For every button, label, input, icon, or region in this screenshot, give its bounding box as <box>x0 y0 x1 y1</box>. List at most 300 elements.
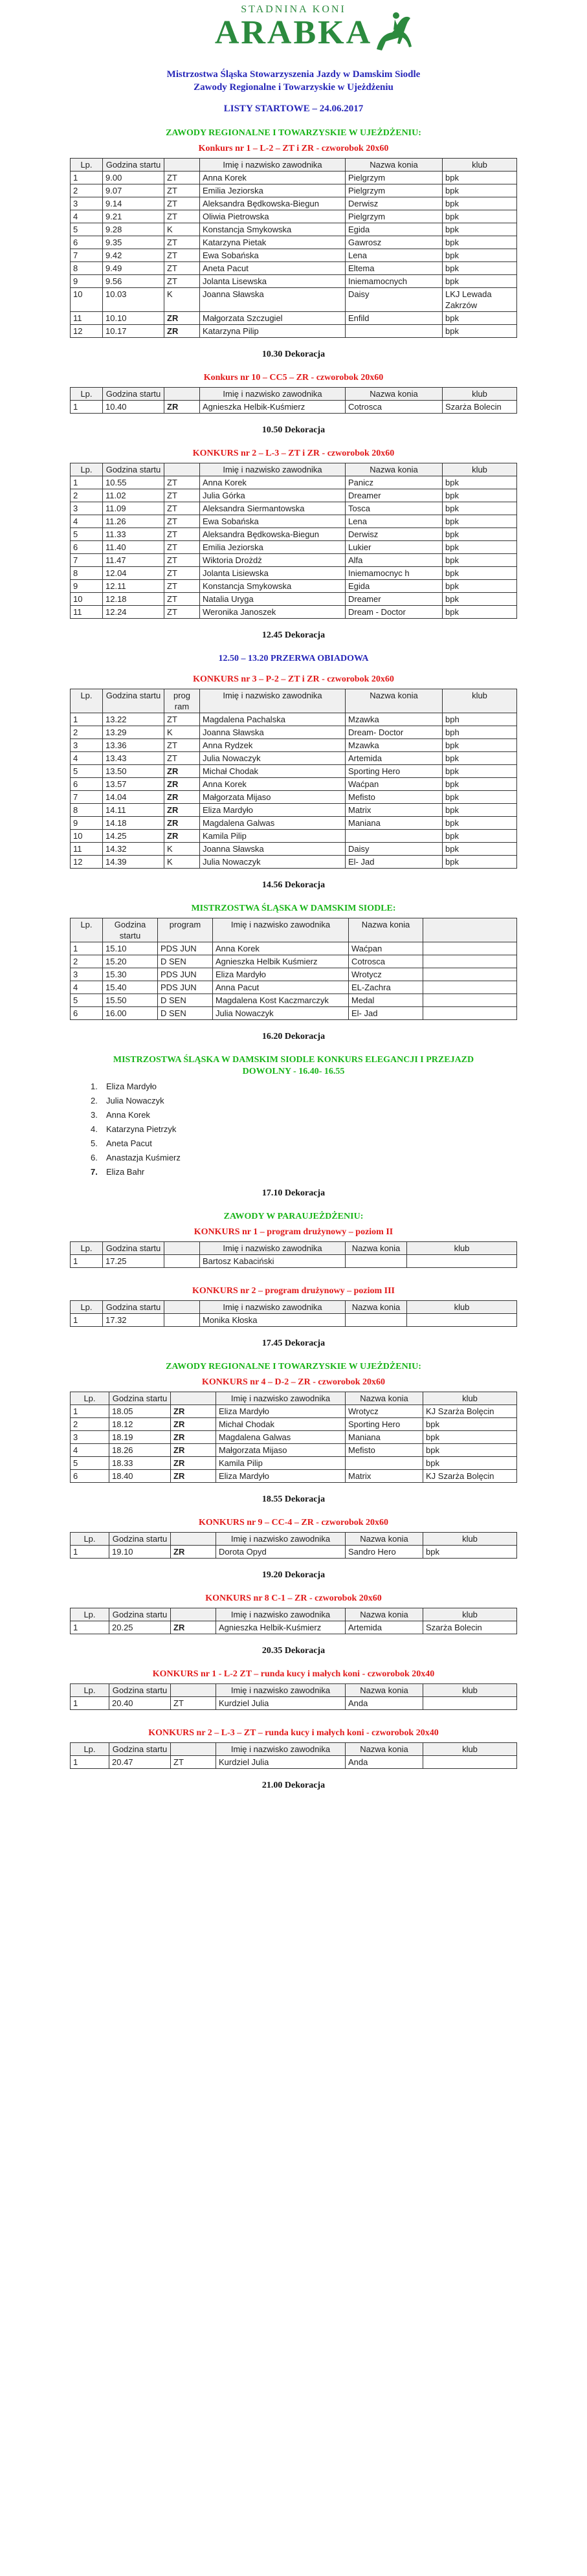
club-cell: bpk <box>443 249 517 262</box>
list-item: 6.Anastazja Kuśmierz <box>91 1153 181 1162</box>
column-header <box>171 1684 216 1697</box>
start-list-table <box>0 689 587 869</box>
table-row <box>71 1546 517 1559</box>
table-header-row <box>71 918 517 942</box>
column-header: Lp. <box>71 159 103 172</box>
tk1-table <box>70 1683 517 1710</box>
club-cell: bpk <box>443 856 517 869</box>
rider-cell: Magdalena Kost Kaczmarczyk <box>213 994 349 1007</box>
lp-cell: 8 <box>71 567 103 580</box>
lp-cell: 11 <box>71 606 103 619</box>
class-cell: ZR <box>171 1431 216 1444</box>
table-row <box>71 981 517 994</box>
lp-cell: 11 <box>71 312 103 325</box>
competition-4-title: KONKURS nr 4 – D-2 – ZR - czworobok 20x60 <box>202 1377 385 1387</box>
table-header-row <box>71 689 517 713</box>
column-header: Nazwa konia <box>346 388 443 401</box>
class-cell: ZT <box>164 236 200 249</box>
competition-10-title: Konkurs nr 10 – CC5 – ZR - czworobok 20x60 <box>203 373 384 383</box>
lp-cell: 2 <box>71 1418 109 1431</box>
class-cell: D SEN <box>158 1007 213 1020</box>
class-cell: K <box>164 843 200 856</box>
class-cell: ZT <box>171 1697 216 1710</box>
club-cell: bpk <box>443 593 517 606</box>
column-header <box>164 388 200 401</box>
class-cell: ZR <box>171 1418 216 1431</box>
column-header: Nazwa konia <box>346 463 443 476</box>
club-cell: bpk <box>443 830 517 843</box>
lp-cell: 6 <box>71 541 103 554</box>
column-header: Nazwa konia <box>346 159 443 172</box>
rider-cell: Jolanta Lisewska <box>200 275 346 288</box>
class-cell: ZT <box>164 752 200 765</box>
column-header: Imię i nazwisko zawodnika <box>200 689 346 713</box>
start-list-table <box>0 1241 587 1268</box>
start-list-table <box>0 1742 587 1769</box>
lunch-break: 12.50 – 13.20 PRZERWA OBIADOWA <box>218 654 369 663</box>
lp-cell: 6 <box>71 1007 103 1020</box>
decoration-time: 17.10 Dekoracja <box>261 1188 326 1198</box>
horse-cell: Maniana <box>346 1431 423 1444</box>
class-cell: ZR <box>164 830 200 843</box>
horse-cell: Enfild <box>346 312 443 325</box>
lp-cell: 4 <box>71 981 103 994</box>
time-cell: 10.03 <box>103 288 164 312</box>
rider-cell: Ewa Sobańska <box>200 249 346 262</box>
table-row <box>71 515 517 528</box>
elegance-participants-list <box>91 1082 587 1177</box>
club-cell: bpk <box>443 778 517 791</box>
horse-cell: Anda <box>346 1756 423 1769</box>
time-cell: 11.09 <box>103 502 164 515</box>
horse-cell: Lena <box>346 249 443 262</box>
class-cell <box>164 1314 200 1327</box>
horse-cell: Iniemamocnyc h <box>346 567 443 580</box>
club-cell <box>423 981 517 994</box>
time-cell: 12.11 <box>103 580 164 593</box>
class-cell: ZT <box>164 249 200 262</box>
start-list-table <box>0 918 587 1020</box>
time-cell: 10.55 <box>103 476 164 489</box>
rider-cell: Aleksandra Siermantowska <box>200 502 346 515</box>
time-cell: 19.10 <box>109 1546 171 1559</box>
rider-cell: Monika Kłoska <box>200 1314 346 1327</box>
horse-cell: Egida <box>346 580 443 593</box>
column-header: klub <box>443 689 517 713</box>
club-cell: bpk <box>443 606 517 619</box>
time-cell: 11.02 <box>103 489 164 502</box>
lp-cell: 1 <box>71 1314 103 1327</box>
club-cell: bpk <box>423 1418 517 1431</box>
time-cell: 9.14 <box>103 197 164 210</box>
column-header: Lp. <box>71 1684 109 1697</box>
table-row <box>71 791 517 804</box>
start-list-table <box>0 1608 587 1634</box>
start-list-table <box>0 1392 587 1483</box>
decoration-time: 18.55 Dekoracja <box>261 1494 326 1504</box>
horse-cell: Maniana <box>346 817 443 830</box>
table-header-row <box>71 1242 517 1255</box>
rider-cell: Magdalena Pachalska <box>200 713 346 726</box>
time-cell: 13.22 <box>103 713 164 726</box>
column-header: Lp. <box>71 1533 109 1546</box>
club-cell <box>423 942 517 955</box>
rider-cell: Konstancja Smykowska <box>200 580 346 593</box>
column-header: Lp. <box>71 918 103 942</box>
club-cell: bph <box>443 713 517 726</box>
table-header-row <box>71 159 517 172</box>
column-header: klub <box>443 159 517 172</box>
rider-cell: Kamila Pilip <box>200 830 346 843</box>
time-cell: 15.10 <box>103 942 158 955</box>
horse-cell: Anda <box>346 1697 423 1710</box>
lp-cell: 6 <box>71 1470 109 1483</box>
horse-cell: Eltema <box>346 262 443 275</box>
horse-cell: Dreamer <box>346 489 443 502</box>
column-header: Godzina startu <box>103 388 164 401</box>
column-header: Nazwa konia <box>346 1301 407 1314</box>
time-cell: 9.00 <box>103 172 164 184</box>
lp-cell: 1 <box>71 172 103 184</box>
column-header: klub <box>423 1533 517 1546</box>
class-cell: ZT <box>164 541 200 554</box>
class-cell: ZR <box>171 1546 216 1559</box>
rider-cell: Anna Korek <box>200 778 346 791</box>
decoration-time: 17.45 Dekoracja <box>261 1338 326 1348</box>
time-cell: 10.40 <box>103 401 164 414</box>
lp-cell: 5 <box>71 994 103 1007</box>
column-header: Nazwa konia <box>346 1743 423 1756</box>
horse-cell <box>346 1457 423 1470</box>
horse-cell: Mefisto <box>346 1444 423 1457</box>
table-row <box>71 817 517 830</box>
table-row <box>71 184 517 197</box>
time-cell: 13.36 <box>103 739 164 752</box>
column-header: Nazwa konia <box>346 1242 407 1255</box>
column-header: Godzina startu <box>103 463 164 476</box>
table-row <box>71 765 517 778</box>
class-cell: ZT <box>164 184 200 197</box>
column-header: Godzina startu <box>109 1392 171 1405</box>
rider-cell: Anna Pacut <box>213 981 349 994</box>
rider-cell: Anna Rydzek <box>200 739 346 752</box>
elegance-contest-title: MISTRZOSTWA ŚLĄSKA W DAMSKIM SIODLE KONKURS ELEGANCJI I PRZEJAZD <box>113 1055 474 1065</box>
start-list-table <box>0 463 587 619</box>
participant-name: Aneta Pacut <box>106 1138 152 1148</box>
table-row <box>71 528 517 541</box>
table-row <box>71 489 517 502</box>
class-cell: ZT <box>164 197 200 210</box>
table-row <box>71 249 517 262</box>
class-cell: PDS JUN <box>158 942 213 955</box>
time-cell: 20.25 <box>109 1621 171 1634</box>
column-header: prog ram <box>164 689 200 713</box>
decoration-time: 19.20 Dekoracja <box>261 1570 326 1580</box>
club-cell: bpk <box>443 184 517 197</box>
lp-cell: 12 <box>71 856 103 869</box>
column-header: klub <box>423 1608 517 1621</box>
lp-cell: 2 <box>71 955 103 968</box>
time-cell: 18.19 <box>109 1431 171 1444</box>
horse-cell: Wrotycz <box>349 968 423 981</box>
lp-cell: 2 <box>71 489 103 502</box>
table-row <box>71 1405 517 1418</box>
t9-table <box>70 1532 517 1559</box>
column-header <box>164 159 200 172</box>
club-cell: bpk <box>443 804 517 817</box>
horse-cell <box>346 830 443 843</box>
time-cell: 15.30 <box>103 968 158 981</box>
lp-cell: 5 <box>71 223 103 236</box>
rider-cell: Małgorzata Szczugiel <box>200 312 346 325</box>
table-row <box>71 955 517 968</box>
class-cell: ZT <box>164 210 200 223</box>
club-cell: bpk <box>443 325 517 338</box>
participant-name: Katarzyna Pietrzyk <box>106 1124 177 1134</box>
column-header: Lp. <box>71 463 103 476</box>
column-header: Godzina startu <box>103 159 164 172</box>
rider-cell: Kamila Pilip <box>216 1457 346 1470</box>
club-cell: bpk <box>443 172 517 184</box>
time-cell: 15.20 <box>103 955 158 968</box>
class-cell: ZT <box>164 567 200 580</box>
rider-cell: Jolanta Lisiewska <box>200 567 346 580</box>
class-cell: ZT <box>164 713 200 726</box>
rider-cell: Eliza Mardyło <box>216 1470 346 1483</box>
rider-cell: Michał Chodak <box>216 1418 346 1431</box>
class-cell: ZR <box>171 1405 216 1418</box>
table-row <box>71 1621 517 1634</box>
lp-cell: 4 <box>71 1444 109 1457</box>
club-cell <box>423 1756 517 1769</box>
horse-cell: Sandro Hero <box>346 1546 423 1559</box>
column-header: Nazwa konia <box>346 1608 423 1621</box>
class-cell: ZR <box>171 1457 216 1470</box>
club-cell: bpk <box>443 765 517 778</box>
time-cell: 9.35 <box>103 236 164 249</box>
time-cell: 14.25 <box>103 830 164 843</box>
list-item: 7.Eliza Bahr <box>91 1167 145 1177</box>
column-header: Imię i nazwisko zawodnika <box>213 918 349 942</box>
horse-cell: Pielgrzym <box>346 172 443 184</box>
time-cell: 15.50 <box>103 994 158 1007</box>
lp-cell: 1 <box>71 1255 103 1268</box>
table-row <box>71 401 517 414</box>
horse-cell: Mefisto <box>346 791 443 804</box>
horse-cell: Mzawka <box>346 739 443 752</box>
column-header: Imię i nazwisko zawodnika <box>216 1608 346 1621</box>
participant-name: Eliza Mardyło <box>106 1082 157 1091</box>
rider-cell: Ewa Sobańska <box>200 515 346 528</box>
rider-cell: Aleksandra Będkowska-Biegun <box>200 197 346 210</box>
time-cell: 9.21 <box>103 210 164 223</box>
club-cell: bpk <box>443 567 517 580</box>
column-header: Imię i nazwisko zawodnika <box>200 463 346 476</box>
list-item: 2.Julia Nowaczyk <box>91 1096 164 1105</box>
column-header <box>164 463 200 476</box>
lp-cell: 2 <box>71 184 103 197</box>
rider-cell: Julia Nowaczyk <box>213 1007 349 1020</box>
decoration-time: 10.50 Dekoracja <box>261 425 326 435</box>
club-cell: bpk <box>443 752 517 765</box>
table-row <box>71 739 517 752</box>
rider-cell: Kurdziel Julia <box>216 1756 346 1769</box>
time-cell: 11.40 <box>103 541 164 554</box>
table-header-row <box>71 1684 517 1697</box>
table-row <box>71 843 517 856</box>
class-cell: ZR <box>164 778 200 791</box>
table-header-row <box>71 1301 517 1314</box>
time-cell: 16.00 <box>103 1007 158 1020</box>
column-header: klub <box>423 1743 517 1756</box>
horse-cell: Derwisz <box>346 528 443 541</box>
table-header-row <box>71 1533 517 1546</box>
time-cell: 18.33 <box>109 1457 171 1470</box>
table-row <box>71 236 517 249</box>
column-header: Lp. <box>71 689 103 713</box>
table-row <box>71 726 517 739</box>
decoration-time: 21.00 Dekoracja <box>261 1781 326 1790</box>
time-cell: 10.10 <box>103 312 164 325</box>
decoration-time: 10.30 Dekoracja <box>261 350 326 359</box>
start-list-table <box>0 1532 587 1559</box>
rider-cell: Eliza Mardyło <box>213 968 349 981</box>
table-row <box>71 1314 517 1327</box>
table-row <box>71 1697 517 1710</box>
class-cell: ZR <box>171 1621 216 1634</box>
class-cell: D SEN <box>158 955 213 968</box>
club-cell: bpk <box>443 791 517 804</box>
class-cell: ZR <box>164 325 200 338</box>
participant-name: Julia Nowaczyk <box>106 1096 164 1105</box>
club-cell: bpk <box>423 1444 517 1457</box>
column-header <box>171 1392 216 1405</box>
table-header-row <box>71 463 517 476</box>
table-row <box>71 713 517 726</box>
column-header: Nazwa konia <box>346 1684 423 1697</box>
lp-cell: 3 <box>71 739 103 752</box>
table-row <box>71 172 517 184</box>
class-cell: ZR <box>164 791 200 804</box>
column-header: Lp. <box>71 1743 109 1756</box>
horse-cell: EL-Zachra <box>349 981 423 994</box>
table-row <box>71 288 517 312</box>
class-cell: ZR <box>164 401 200 414</box>
club-cell: Szarża Bolecin <box>443 401 517 414</box>
club-cell: bpk <box>443 210 517 223</box>
club-cell: bpk <box>443 197 517 210</box>
table-row <box>71 1756 517 1769</box>
club-cell: bpk <box>443 275 517 288</box>
time-cell: 14.04 <box>103 791 164 804</box>
competition-9-title: KONKURS nr 9 – CC-4 – ZR - czworobok 20x60 <box>198 1518 389 1527</box>
rider-cell: Oliwia Pietrowska <box>200 210 346 223</box>
horse-cell: Matrix <box>346 804 443 817</box>
time-cell: 18.12 <box>109 1418 171 1431</box>
class-cell: ZR <box>171 1470 216 1483</box>
column-header: Imię i nazwisko zawodnika <box>216 1392 346 1405</box>
horse-cell: Artemida <box>346 752 443 765</box>
table-row <box>71 778 517 791</box>
horse-cell: Cotrosca <box>349 955 423 968</box>
rider-cell: Weronika Janoszek <box>200 606 346 619</box>
table-row <box>71 942 517 955</box>
table-row <box>71 1444 517 1457</box>
lp-cell: 5 <box>71 1457 109 1470</box>
club-cell: bpk <box>443 541 517 554</box>
table-row <box>71 580 517 593</box>
column-header: klub <box>423 1392 517 1405</box>
participant-name: Anna Korek <box>106 1110 150 1120</box>
horse-cell: Mzawka <box>346 713 443 726</box>
rider-cell: Julia Nowaczyk <box>200 752 346 765</box>
column-header: klub <box>407 1242 517 1255</box>
start-list-table <box>0 387 587 414</box>
pony-competition-1-title: KONKURS nr 1 - L-2 ZT – runda kucy i małych koni - czworobok 20x40 <box>152 1669 435 1679</box>
club-cell: LKJ Lewada Zakrzów <box>443 288 517 312</box>
time-cell: 13.57 <box>103 778 164 791</box>
section-regional-dressage-2: ZAWODY REGIONALNE I TOWARZYSKIE W UJEŻDŻENIU: <box>166 1362 421 1371</box>
elegance-contest-time: DOWOLNY - 16.40- 16.55 <box>242 1067 345 1076</box>
class-cell: ZT <box>164 489 200 502</box>
rider-cell: Małgorzata Mijaso <box>216 1444 346 1457</box>
rider-cell: Julia Nowaczyk <box>200 856 346 869</box>
horse-cell: Waćpan <box>349 942 423 955</box>
table-row <box>71 856 517 869</box>
rider-cell: Michał Chodak <box>200 765 346 778</box>
decoration-time: 14.56 Dekoracja <box>261 880 326 890</box>
start-list-table <box>0 158 587 338</box>
class-cell: PDS JUN <box>158 968 213 981</box>
column-header: Imię i nazwisko zawodnika <box>216 1684 346 1697</box>
column-header: klub <box>443 388 517 401</box>
lp-cell: 7 <box>71 249 103 262</box>
para-dressage-title: ZAWODY W PARAUJEŻDŻENIU: <box>223 1212 364 1221</box>
rider-cell: Aleksandra Będkowska-Biegun <box>200 528 346 541</box>
rider-cell: Joanna Sławska <box>200 843 346 856</box>
club-cell: bpk <box>443 312 517 325</box>
time-cell: 9.56 <box>103 275 164 288</box>
rider-cell: Joanna Sławska <box>200 288 346 312</box>
section-regional-dressage: ZAWODY REGIONALNE I TOWARZYSKIE W UJEŻDŻENIU: <box>166 128 421 138</box>
class-cell: K <box>164 288 200 312</box>
tp2-table <box>70 1300 517 1327</box>
column-header: Godzina startu <box>103 1301 164 1314</box>
club-cell <box>423 955 517 968</box>
horse-cell <box>346 1255 407 1268</box>
club-cell: bpk <box>443 843 517 856</box>
table-row <box>71 1457 517 1470</box>
time-cell: 11.47 <box>103 554 164 567</box>
table-row <box>71 502 517 515</box>
t10-table <box>70 387 517 414</box>
list-item: 1.Eliza Mardyło <box>91 1082 157 1091</box>
lp-cell: 2 <box>71 726 103 739</box>
lp-cell: 1 <box>71 1697 109 1710</box>
rider-cell: Anna Korek <box>200 172 346 184</box>
horse-cell: Sporting Hero <box>346 1418 423 1431</box>
club-cell: bpk <box>443 817 517 830</box>
club-cell: bpk <box>443 739 517 752</box>
horse-cell: Panicz <box>346 476 443 489</box>
event-title: Mistrzostwa Śląska Stowarzyszenia Jazdy w Damskim Siodle <box>166 69 421 80</box>
class-cell: ZT <box>164 580 200 593</box>
lp-cell: 4 <box>71 752 103 765</box>
column-header: Imię i nazwisko zawodnika <box>200 1301 346 1314</box>
class-cell: ZT <box>164 739 200 752</box>
horse-cell: El- Jad <box>346 856 443 869</box>
club-cell: bpk <box>443 476 517 489</box>
